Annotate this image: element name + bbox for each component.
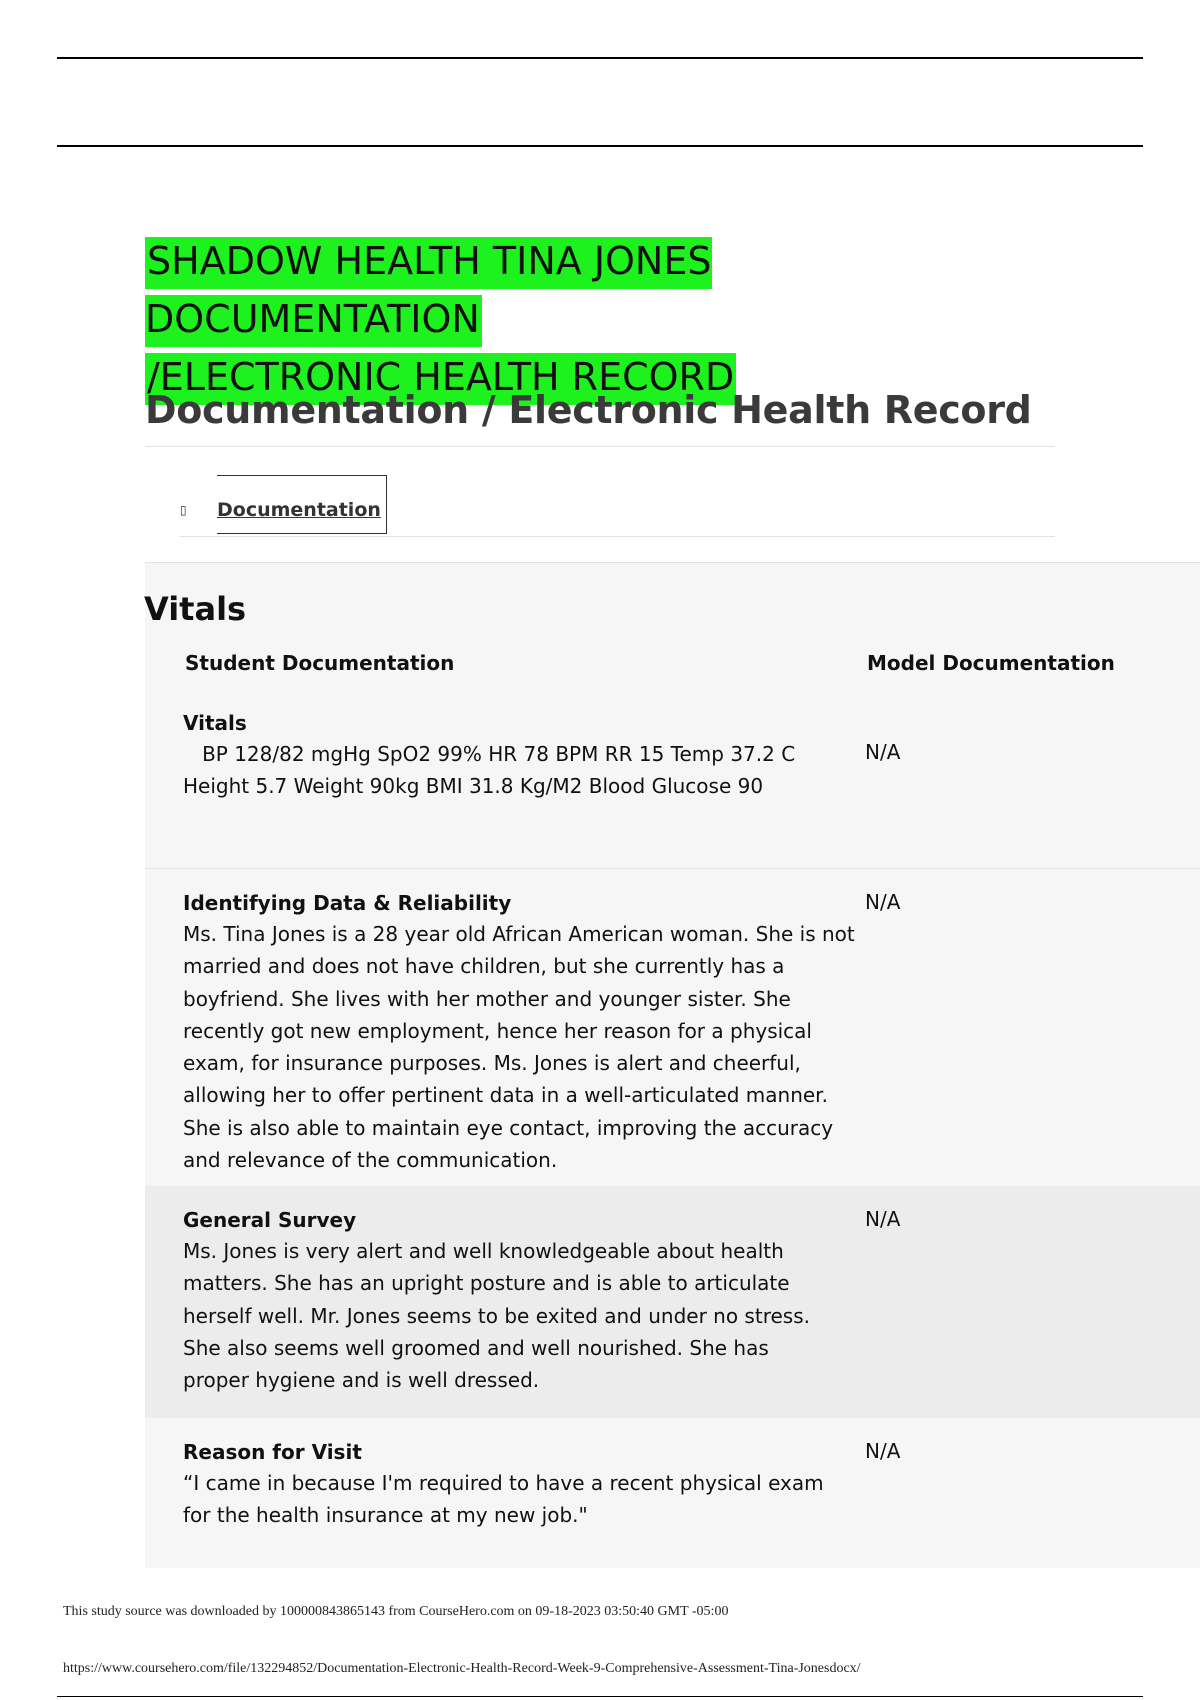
entry-line: for the health insurance at my new job." — [183, 1503, 588, 1528]
entry-line: She is also able to maintain eye contact, improving the accuracy — [183, 1115, 834, 1140]
entry-line: proper hygiene and is well dressed. — [183, 1368, 540, 1393]
tab-documentation-label: Documentation — [217, 499, 381, 521]
entry-title: Identifying Data & Reliability — [183, 891, 512, 915]
entry-line: married and does not have children, but she currently has a — [183, 954, 785, 979]
entry-line: “I came in because I'm required to have a recent physical exam — [183, 1471, 824, 1495]
entry-body — [183, 1467, 843, 1532]
entry-body — [183, 1235, 843, 1396]
model-value: N/A — [865, 1207, 901, 1231]
entry-line: herself well. Mr. Jones seems to be exited and under no stress. — [183, 1303, 810, 1328]
entry-line: allowing her to offer pertinent data in a well-articulated manner. — [183, 1083, 828, 1108]
entry-identifying-data — [183, 888, 855, 1176]
entry-line: matters. She has an upright posture and is able to articulate — [183, 1271, 790, 1296]
section-title: Vitals — [144, 590, 247, 628]
entry-line: BP 128/82 mgHg SpO2 99% HR 78 BPM RR 15 Temp 37.2 C — [183, 742, 796, 766]
download-notice: This study source was downloaded by 100000843865143 from CourseHero.com on 09-18-2023 03:50:40 GMT -05:00 — [63, 1604, 729, 1619]
entry-title: Reason for Visit — [183, 1440, 362, 1464]
entry-reason-for-visit — [183, 1437, 843, 1532]
document-title — [145, 232, 1045, 406]
row-divider — [145, 868, 1200, 869]
entry-line: and relevance of the communication. — [183, 1148, 558, 1173]
entry-line: Ms. Tina Jones is a 28 year old African American woman. She is not — [183, 922, 855, 946]
entry-vitals — [183, 708, 843, 803]
header-rule — [57, 145, 1143, 147]
entry-line: exam, for insurance purposes. Ms. Jones is alert and cheerful, — [183, 1051, 801, 1076]
entry-line: recently got new employment, hence her reason for a physical — [183, 1018, 812, 1043]
tab-documentation[interactable] — [217, 475, 387, 534]
entry-body — [183, 918, 855, 1176]
bottom-rule — [57, 1696, 1143, 1697]
entry-line: boyfriend. She lives with her mother and younger sister. She — [183, 986, 791, 1011]
document-title-line-2: /ELECTRONIC HEALTH RECORD — [145, 353, 736, 405]
entry-line: She also seems well groomed and well nourished. She has — [183, 1335, 769, 1360]
column-header-model: Model Documentation — [867, 651, 1115, 675]
source-url[interactable]: https://www.coursehero.com/file/132294852/Documentation-Electronic-Health-Record-Week-9-Comprehensive-Assessment-Tina-Jonesdocx/ — [63, 1661, 861, 1676]
heading-divider — [145, 446, 1055, 447]
document-title-line-1: SHADOW HEALTH TINA JONES DOCUMENTATION — [145, 237, 712, 347]
entry-general-survey — [183, 1205, 843, 1396]
entry-line: Height 5.7 Weight 90kg BMI 31.8 Kg/M2 Blood Glucose 90 — [183, 774, 764, 799]
document-icon: ▯ — [180, 503, 187, 517]
model-value: N/A — [865, 890, 901, 914]
model-value: N/A — [865, 740, 901, 764]
page-heading: Documentation / Electronic Health Record — [145, 388, 1032, 432]
entry-title: General Survey — [183, 1208, 357, 1232]
column-header-student: Student Documentation — [185, 651, 455, 675]
entry-line: Ms. Jones is very alert and well knowledgeable about health — [183, 1239, 784, 1263]
entry-title: Vitals — [183, 711, 247, 735]
section-divider — [145, 562, 1200, 563]
tab-divider — [180, 536, 1055, 537]
top-rule — [57, 57, 1143, 59]
model-value: N/A — [865, 1439, 901, 1463]
entry-body — [183, 738, 843, 803]
